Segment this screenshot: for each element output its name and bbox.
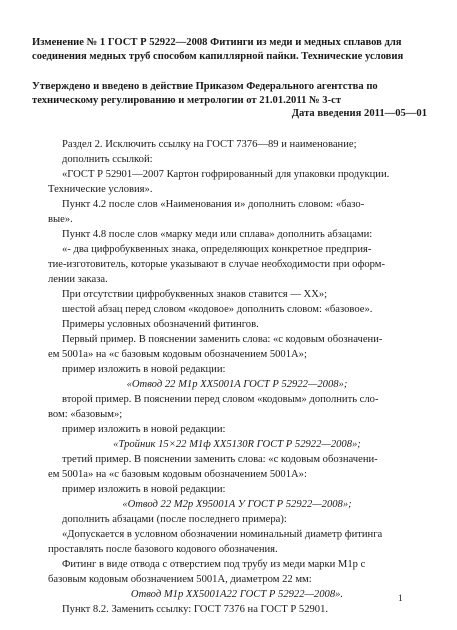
body-line: пример изложить в новой редакции: bbox=[62, 424, 226, 435]
body-line: Технические условия». bbox=[48, 184, 153, 195]
body-line: проставлять после базового кодового обозначения. bbox=[48, 544, 278, 555]
page-number: 1 bbox=[398, 594, 403, 604]
body-line: шестой абзац перед словом «кодовое» дополнить словом: «базовое». bbox=[62, 304, 373, 315]
body-line: Раздел 2. Исключить ссылку на ГОСТ 7376—89 и наименование; bbox=[62, 139, 357, 150]
amendment-body bbox=[48, 137, 426, 617]
example-designation: «Отвод 22 М1р XX5001A ГОСТ Р 52922—2008»; bbox=[126, 379, 348, 390]
body-line: «ГОСТ Р 52901—2007 Картон гофрированный для упаковки продукции. bbox=[62, 169, 390, 180]
body-line: Первый пример. В пояснении заменить слова: «с кодовым обозначени- bbox=[62, 334, 383, 345]
body-line: При отсутствии цифробуквенных знаков ставится — XX»; bbox=[62, 289, 328, 300]
body-line: вые». bbox=[48, 214, 73, 225]
introduction-date bbox=[292, 108, 427, 119]
example-designation: Отвод М1р XX5001A22 ГОСТ Р 52922—2008». bbox=[130, 589, 344, 600]
body-line: вом: «базовым»; bbox=[48, 409, 123, 420]
body-line: базовым кодовым обозначением 5001A, диаметром 22 мм: bbox=[48, 574, 312, 585]
body-line: третий пример. В пояснении заменить слова: «с кодовым обозначени- bbox=[62, 454, 378, 465]
body-line: пример изложить в новой редакции: bbox=[62, 484, 226, 495]
body-line: лении заказа. bbox=[48, 274, 108, 285]
body-line: тие-изготовитель, которые указывают в случае необходимости при оформ- bbox=[48, 259, 385, 270]
body-line: ем 5001a» на «с базовым кодовым обозначением 5001A»: bbox=[48, 469, 307, 480]
body-line: Пункт 8.2. Заменить ссылку: ГОСТ 7376 на ГОСТ Р 52901. bbox=[62, 604, 329, 615]
example-designation: «Тройник 15×22 М1ф XX5130R ГОСТ Р 52922—2008»; bbox=[113, 439, 361, 450]
body-line: Фитинг в виде отвода с отверстием под трубу из меди марки М1р с bbox=[62, 559, 366, 570]
approval-statement: Утверждено и введено в действие Приказом Федерального агентства по техническому регулированию и метрологии от 21.01.2011 № 3-ст bbox=[32, 81, 378, 106]
date-label: Дата введения bbox=[291, 108, 362, 119]
body-line: второй пример. В пояснении перед словом «кодовым» дополнить сло- bbox=[62, 394, 379, 405]
body-line: Пункт 4.2 после слов «Наименования и» дополнить словом: «базо- bbox=[62, 199, 365, 210]
body-line: «- два цифробуквенных знака, определяющих конкретное предприя- bbox=[62, 244, 372, 255]
amendment-title: Изменение № 1 ГОСТ Р 52922—2008 Фитинги из меди и медных сплавов для соединения медных труб способом капиллярной пайки. Технические условия bbox=[32, 37, 404, 62]
example-designation: «Отвод 22 М2р X95001A У ГОСТ Р 52922—2008»; bbox=[122, 499, 352, 510]
date-value: 2011—05—01 bbox=[364, 108, 427, 119]
body-line: «Допускается в условном обозначении номинальный диаметр фитинга bbox=[62, 529, 383, 540]
body-line: дополнить абзацами (после последнего примера): bbox=[62, 514, 287, 525]
body-line: Пункт 4.8 после слов «марку меди или сплава» дополнить абзацами: bbox=[62, 229, 373, 240]
body-line: пример изложить в новой редакции: bbox=[62, 364, 226, 375]
body-line: дополнить ссылкой: bbox=[62, 154, 153, 165]
body-line: ем 5001a» на «с базовым кодовым обозначением 5001A»; bbox=[48, 349, 307, 360]
body-line: Примеры условных обозначений фитингов. bbox=[62, 319, 259, 330]
